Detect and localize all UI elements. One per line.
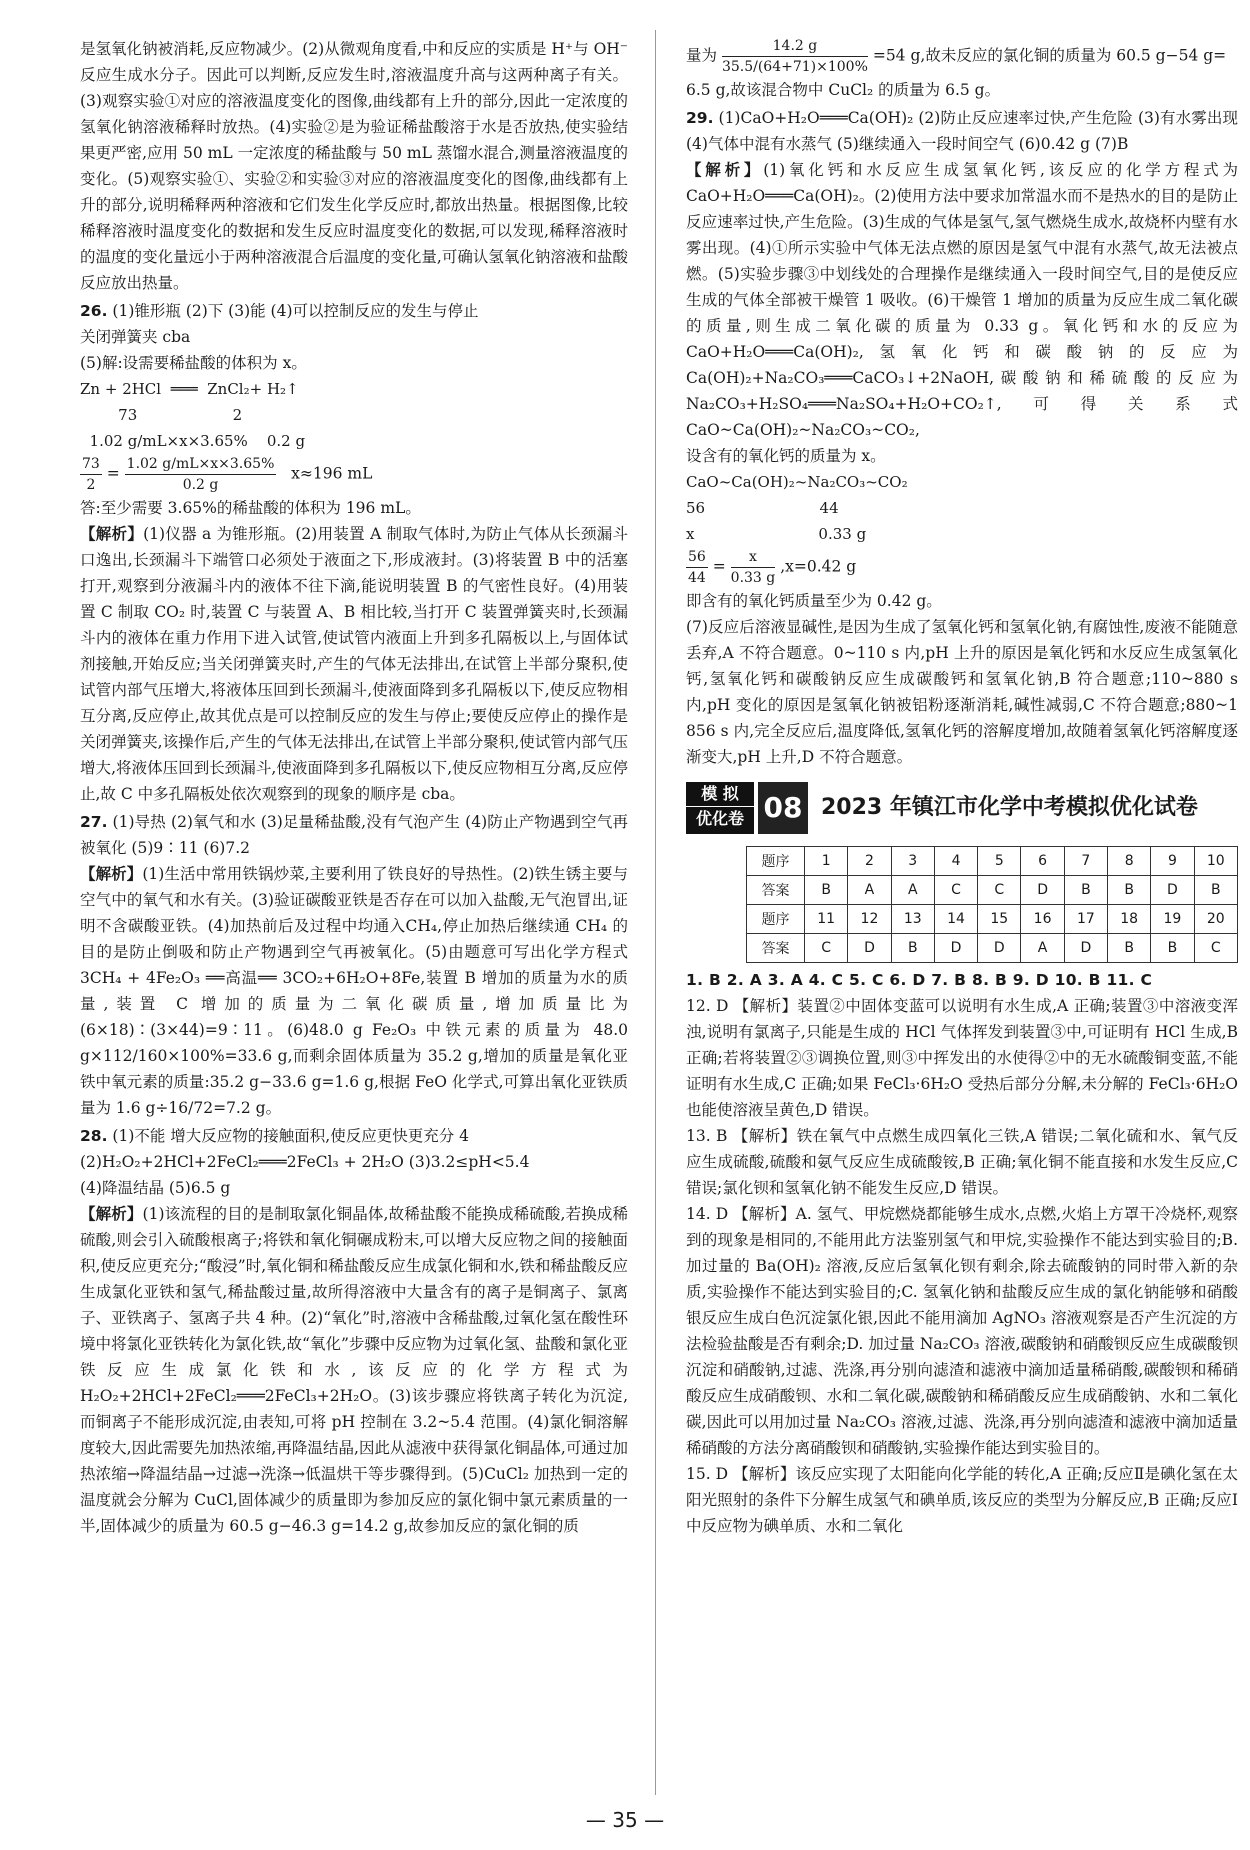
table-cell: 20 bbox=[1194, 905, 1237, 934]
table-cell: 1 bbox=[805, 847, 848, 876]
table-cell: 16 bbox=[1021, 905, 1064, 934]
table-cell: D bbox=[1151, 876, 1194, 905]
q26-equation: Zn + 2HCl ═══ ZnCl₂+ H₂↑ bbox=[80, 380, 299, 398]
q26-answer-line-2: 关闭弹簧夹 cba bbox=[80, 328, 191, 346]
table-cell: 8 bbox=[1108, 847, 1151, 876]
q29-fraction-left: $\frac{56}{44}$ bbox=[688, 549, 706, 586]
analysis-label: 【解析】 bbox=[80, 1205, 143, 1223]
q26-answer-line-1 bbox=[80, 298, 628, 324]
q26-final-answer: 答:至少需要 3.65%的稀盐酸的体积为 196 mL。 bbox=[80, 499, 421, 517]
q28-fraction: $\frac{14.2 g}{35.5/(64+71)\times 100\%}$ bbox=[721, 38, 868, 75]
table-cell: B bbox=[1108, 934, 1151, 963]
q29-analysis-7: (7)反应后溶液显碱性,是因为生成了氢氧化钙和氢氧化钠,有腐蚀性,废液不能随意丢弃,A 不符合题意。0~110 s 内,pH 上升的原因是氧化钙和水反应生成氢氧化钙,氢氧化钙和碳酸钠反应生成碳酸钙和氢氧化钠,B 符合题意;110~880 s 内,pH 变化的原因是氢氧化钠被铝粉逐渐消耗,碱性减弱,C 不符合题意;880~1 856 s 内,完全反应后,温度降低,氢氧化钙的溶解度增加,故随着氢氧化钙溶解度逐渐变大,pH 上升,D 不符合题意。 bbox=[686, 618, 1238, 766]
table-cell: B bbox=[1064, 876, 1107, 905]
table-cell: C bbox=[934, 876, 977, 905]
q29-analysis: 【解析】(1)氧化钙和水反应生成氢氧化钙,该反应的化学方程式为 CaO+H₂O═══Ca(OH)₂。(2)使用方法中要求加常温水而不是热水的目的是防止反应速率过快,产生危险。(3)生成的气体是氢气,氢气燃烧生成水,故烧杯内壁有水雾出现。(4)①所示实验中气体无法点燃的原因是氢气中混有水蒸气,故无法被点燃。(5)实验步骤③中划线处的合理操作是继续通入一段时间空气,目的是使反应生成的气体全部被干燥管 1 吸收。(6)干燥管 1 增加的质量为反应生成二氧化碳的质量,则生成二氧化碳的质量为 0.33 g。氧化钙和水的反应为 CaO+H₂O═══Ca(OH)₂,氢氧化钙和碳酸钠的反应为 Ca(OH)₂+Na₂CO₃═══CaCO₃↓+2NaOH,碳酸钠和稀硫酸的反应为 Na₂CO₃+H₂SO₄═══Na₂SO₄+H₂O+CO₂↑,可得关系式 CaO~Ca(OH)₂~Na₂CO₃~CO₂, bbox=[686, 161, 1238, 439]
table-cell: B bbox=[1194, 876, 1237, 905]
table-cell: A bbox=[891, 876, 934, 905]
table-cell: D bbox=[1064, 934, 1107, 963]
table-cell: 7 bbox=[1064, 847, 1107, 876]
q26-proportion: $\frac{73}{2}$ = $\frac{1.02 g/mL\times x\times 3.65\%}{0.2 g}$ x≈196 mL bbox=[82, 456, 373, 493]
q29-relation: CaO~Ca(OH)₂~Na₂CO₃~CO₂ bbox=[686, 473, 908, 491]
q28-number: 28. bbox=[80, 1127, 108, 1145]
q26-answer-line-3: (5)解:设需要稀盐酸的体积为 x。 bbox=[80, 354, 307, 372]
q29-set-variable: 设含有的氧化钙的质量为 x。 bbox=[686, 447, 886, 465]
banner-title: 2023 年镇江市化学中考模拟优化试卷 bbox=[821, 795, 1198, 820]
q12-analysis: 12. D 【解析】装置②中固体变蓝可以说明有水生成,A 正确;装置③中溶液变浑浊,说明有氯离子,只能是生成的 HCl 气体挥发到装置③中,可证明有 HCl 生成,B 正确;若将装置②③调换位置,则③中挥发出的水使得②中的无水硫酸铜变蓝,不能证明有水生成,C 正确;如果 FeCl₃·6H₂O 受热后部分分解,未分解的 FeCl₃·6H₂O 也能使溶液呈黄色,D 错误。 bbox=[686, 997, 1238, 1119]
table-cell: 11 bbox=[805, 905, 848, 934]
table-cell: 19 bbox=[1151, 905, 1194, 934]
page-number: — 35 — bbox=[585, 1808, 665, 1832]
table-cell: 6 bbox=[1021, 847, 1064, 876]
table-cell: A bbox=[1021, 934, 1064, 963]
q14-analysis: 14. D 【解析】A. 氢气、甲烷燃烧都能够生成水,点燃,火焰上方罩干冷烧杯,观察到的现象是相同的,不能用此方法鉴别氢气和甲烷,实验操作不能达到实验目的;B. 加过量的 Ba(OH)₂ 溶液,反应后氢氧化钡有剩余,除去硫酸钠的同时带入新的杂质,实验操作不能达到实验目的;C. 氢氧化钠和盐酸反应生成的氯化钠能够和硝酸银反应生成白色沉淀氯化银,因此不能用滴加 AgNO₃ 溶液观察是否产生沉淀的方法检验盐酸是否有剩余;D. 加过量 Na₂CO₃ 溶液,碳酸钠和硝酸钡反应生成碳酸钡沉淀和硝酸钠,过滤、洗涤,再分别向滤渣和滤液中滴加适量稀硝酸,碳酸钡和稀硝酸反应生成硝酸钡、水和二氧化碳,碳酸钠和稀硝酸反应生成硝酸钠、水和二氧化碳,因此可以用加过量 Na₂CO₃ 溶液,过滤、洗涤,再分别向滤渣和滤液中滴加适量稀硝酸的方法分离硝酸钡和硝酸钠,实验操作能达到实验目的。 bbox=[686, 1205, 1238, 1457]
table-cell: 15 bbox=[978, 905, 1021, 934]
table-cell: B bbox=[1151, 934, 1194, 963]
q29-fraction-right: $\frac{x}{0.33 g}$ bbox=[730, 549, 776, 586]
table-row bbox=[747, 934, 1238, 963]
table-head: 题序 bbox=[747, 905, 805, 934]
q27-analysis: 【解析】(1)生活中常用铁锅炒菜,主要利用了铁良好的导热性。(2)铁生锈主要与空气中的氧气和水有关。(3)验证碳酸亚铁是否存在可以加入盐酸,无气泡冒出,证明不含碳酸亚铁。(4)加热前后及过程中均通入CH₄,停止加热后继续通 CH₄ 的目的是防止倒吸和防止产物遇到空气再被氧化。(5)由题意可写出化学方程式 3CH₄ + 4Fe₂O₃ ══高温══ 3CO₂+6H₂O+8Fe,装置 B 增加的质量为水的质量,装置 C 增加的质量为二氧化碳质量,增加质量比为(6×18)∶(3×44)=9∶11。(6)48.0 g Fe₂O₃ 中铁元素的质量为 48.0 g×112/160×100%=33.6 g,而剩余固体质量为 35.2 g,增加的质量是氧化亚铁中氧元素的质量:35.2 g−33.6 g=1.6 g,根据 FeO 化学式,可算出氧化亚铁质量为 1.6 g÷16/72=7.2 g。 bbox=[80, 865, 628, 1117]
q15-analysis: 15. D 【解析】该反应实现了太阳能向化学能的转化,A 正确;反应Ⅱ是碘化氢在太阳光照射的条件下分解生成氢气和碘单质,该反应的类型为分解反应,B 正确;反应Ⅰ中反应物为碘单质、水和二氧化 bbox=[686, 1465, 1238, 1535]
q29-conclusion: 即含有的氧化钙质量至少为 0.42 g。 bbox=[686, 592, 942, 610]
q29-number: 29. bbox=[686, 109, 714, 127]
table-cell: 12 bbox=[848, 905, 891, 934]
answer-summary-line: 1. B 2. A 3. A 4. C 5. C 6. D 7. B 8. B 9. D 10. B 11. C bbox=[686, 971, 1153, 989]
q26-ans1: (1)锥形瓶 (2)下 (3)能 (4)可以控制反应的发生与停止 bbox=[112, 302, 479, 320]
q26-equation-given: 1.02 g/mL×x×3.65% 0.2 g bbox=[80, 432, 306, 450]
banner-tag: 模 拟 优化卷 bbox=[686, 782, 754, 834]
q26-equation-mass: 73 2 bbox=[80, 406, 243, 424]
q28-analysis: 【解析】(1)该流程的目的是制取氯化铜晶体,故稀盐酸不能换成稀硫酸,若换成稀硫酸,则会引入硫酸根离子;将铁和氧化铜碾成粉末,可以增大反应物之间的接触面积,使反应更充分;“酸浸”时,氧化铜和稀盐酸反应生成氯化铜和水,铁和稀盐酸反应生成氯化亚铁和氢气,稀盐酸过量,故所得溶液中大量含有的离子是铜离子、氯离子、亚铁离子、氢离子共 4 种。(2)“氧化”时,溶液中含稀盐酸,过氧化氢在酸性环境中将氯化亚铁转化为氯化铁,故“氧化”步骤中反应物为过氧化氢、盐酸和氯化亚铁反应生成氯化铁和水,该反应的化学方程式为 H₂O₂+2HCl+2FeCl₂═══2FeCl₃+2H₂O。(3)该步骤应将铁离子转化为沉淀,而铜离子不能形成沉淀,由表知,可将 pH 控制在 3.2~5.4 范围。(4)氯化铜溶解度较大,因此需要先加热浓缩,再降温结晶,因此从滤液中获得氯化铜晶体,可通过加热浓缩→降温结晶→过滤→洗涤→低温烘干等步骤得到。(5)CuCl₂ 加热到一定的温度就会分解为 CuCl,固体减少的质量即为参加反应的氯化铜中氯元素质量的一半,固体减少的质量为 60.5 g−46.3 g=14.2 g,故参加反应的氯化铜的质 bbox=[80, 1205, 628, 1535]
table-row bbox=[747, 847, 1238, 876]
table-cell: 3 bbox=[891, 847, 934, 876]
table-row bbox=[747, 905, 1238, 934]
q29-relation-mass: 56 44 bbox=[686, 499, 839, 517]
table-cell: 10 bbox=[1194, 847, 1237, 876]
q28-answer-line-3: (4)降温结晶 (5)6.5 g bbox=[80, 1179, 231, 1197]
q25-continuation: 是氢氧化钠被消耗,反应物减少。(2)从微观角度看,中和反应的实质是 H⁺与 OH⁻反应生成水分子。因此可以判断,反应发生时,溶液温度升高与这两种离子有关。(3)观察实验①对应的溶液温度变化的图像,曲线都有上升的部分,因此一定浓度的氢氧化钠溶液稀释时放热。(4)实验②是为验证稀盐酸溶于水是否放热,使实验结果更严密,应用 50 mL 一定浓度的稀盐酸与 50 mL 蒸馏水混合,测量溶液温度的变化。(5)观察实验①、实验②和实验③对应的溶液温度变化的图像,曲线都有上升的部分,说明稀释两种溶液和它们发生化学反应时,都放出热量。根据图像,比较稀释溶液时温度变化的数据和发生反应时温度变化的数据,可以发现,稀释溶液时的温度的变化量远小于两种溶液混合后温度的变化量,可确认氢氧化钠溶液和盐酸反应放出热量。 bbox=[80, 40, 628, 292]
q26-fraction-right: $\frac{1.02 g/mL\times x\times 3.65\%}{0.2 g}$ bbox=[126, 456, 275, 493]
table-cell: B bbox=[891, 934, 934, 963]
analysis-label: 【解析】 bbox=[686, 161, 764, 179]
table-row bbox=[747, 876, 1238, 905]
analysis-label: 【解析】 bbox=[80, 865, 143, 883]
q28-continuation-2: 6.5 g,故该混合物中 CuCl₂ 的质量为 6.5 g。 bbox=[686, 81, 1001, 99]
table-cell: 17 bbox=[1064, 905, 1107, 934]
q13-analysis: 13. B 【解析】铁在氧气中点燃生成四氧化三铁,A 错误;二氧化硫和水、氧气反应生成硫酸,硫酸和氨气反应生成硫酸铵,B 正确;氧化铜不能直接和水发生反应,C 错误;氯化钡和氢氧化钠不能发生反应,D 错误。 bbox=[686, 1127, 1238, 1197]
q28-answer-line-2: (2)H₂O₂+2HCl+2FeCl₂═══2FeCl₃ + 2H₂O (3)3.2≤pH<5.4 bbox=[80, 1153, 530, 1171]
q27-number: 27. bbox=[80, 813, 108, 831]
table-cell: A bbox=[848, 876, 891, 905]
answer-table bbox=[746, 846, 1238, 963]
table-cell: 2 bbox=[848, 847, 891, 876]
analysis-label: 【解析】 bbox=[80, 525, 144, 543]
exam-banner bbox=[686, 780, 1238, 838]
table-cell: 18 bbox=[1108, 905, 1151, 934]
table-cell: C bbox=[1194, 934, 1237, 963]
table-cell: 4 bbox=[934, 847, 977, 876]
q28-answer-line-1: 28. (1)不能 增大反应物的接触面积,使反应更快更充分 4 bbox=[80, 1127, 470, 1145]
table-cell: B bbox=[805, 876, 848, 905]
q27-answer: 27. (1)导热 (2)氧气和水 (3)足量稀盐酸,没有气泡产生 (4)防止产物遇到空气再被氧化 (5)9∶11 (6)7.2 bbox=[80, 813, 628, 857]
right-column bbox=[686, 36, 1238, 1539]
table-cell: C bbox=[978, 876, 1021, 905]
q26-number: 26. bbox=[80, 302, 108, 320]
table-cell: D bbox=[1021, 876, 1064, 905]
table-cell: 13 bbox=[891, 905, 934, 934]
table-cell: 14 bbox=[934, 905, 977, 934]
column-divider bbox=[655, 30, 656, 1795]
q26-analysis: 【解析】(1)仪器 a 为锥形瓶。(2)用装置 A 制取气体时,为防止气体从长颈漏斗口逸出,长颈漏斗下端管口必须处于液面之下,形成液封。(3)将装置 B 中的活塞打开,观察到分液漏斗内的液体不往下滴,能说明装置 B 的气密性良好。(4)用装置 C 制取 CO₂ 时,装置 C 与装置 A、B 相比较,当打开 C 装置弹簧夹时,长颈漏斗内的液体在重力作用下进入试管,使试管内液面上升到多孔隔板以上,与固体试剂接触,开始反应;当关闭弹簧夹时,产生的气体无法排出,在试管上半部分聚积,使试管内部气压增大,将液体压回到长颈漏斗,使液面降到多孔隔板以下,使反应物相互分离,反应停止,故其优点是可以控制反应的发生与停止;要使反应停止的操作是关闭弹簧夹,该操作后,产生的气体无法排出,在试管上半部分聚积,使试管内部气压增大,将液体压回到长颈漏斗,使液面降到多孔隔板以下,使反应物相互分离,反应停止,故 C 中多孔隔板处依次观察到的现象的顺序是 cba。 bbox=[80, 525, 628, 803]
table-cell: B bbox=[1108, 876, 1151, 905]
left-column bbox=[80, 36, 628, 1539]
q29-relation-given: x 0.33 g bbox=[686, 525, 867, 543]
table-cell: C bbox=[805, 934, 848, 963]
q29-answer: 29. (1)CaO+H₂O═══Ca(OH)₂ (2)防止反应速率过快,产生危险 (3)有水雾出现 (4)气体中混有水蒸气 (5)继续通入一段时间空气 (6)0.42 g (7)B bbox=[686, 109, 1238, 153]
q26-fraction-left: $\frac{73}{2}$ bbox=[82, 456, 100, 493]
q28-continuation: 量为 $\frac{14.2 g}{35.5/(64+71)\times 100\%}$ =54 g,故未反应的氯化铜的质量为 60.5 g−54 g= bbox=[686, 38, 1227, 75]
table-cell: D bbox=[934, 934, 977, 963]
q26-result: x≈196 mL bbox=[291, 464, 373, 483]
table-cell: D bbox=[978, 934, 1021, 963]
table-head: 答案 bbox=[747, 876, 805, 905]
table-cell: 9 bbox=[1151, 847, 1194, 876]
table-head: 题序 bbox=[747, 847, 805, 876]
banner-number: 08 bbox=[758, 782, 808, 834]
q29-proportion: $\frac{56}{44}$ = $\frac{x}{0.33 g}$ ,x=0.42 g bbox=[688, 549, 857, 586]
table-head: 答案 bbox=[747, 934, 805, 963]
table-cell: D bbox=[848, 934, 891, 963]
table-cell: 5 bbox=[978, 847, 1021, 876]
